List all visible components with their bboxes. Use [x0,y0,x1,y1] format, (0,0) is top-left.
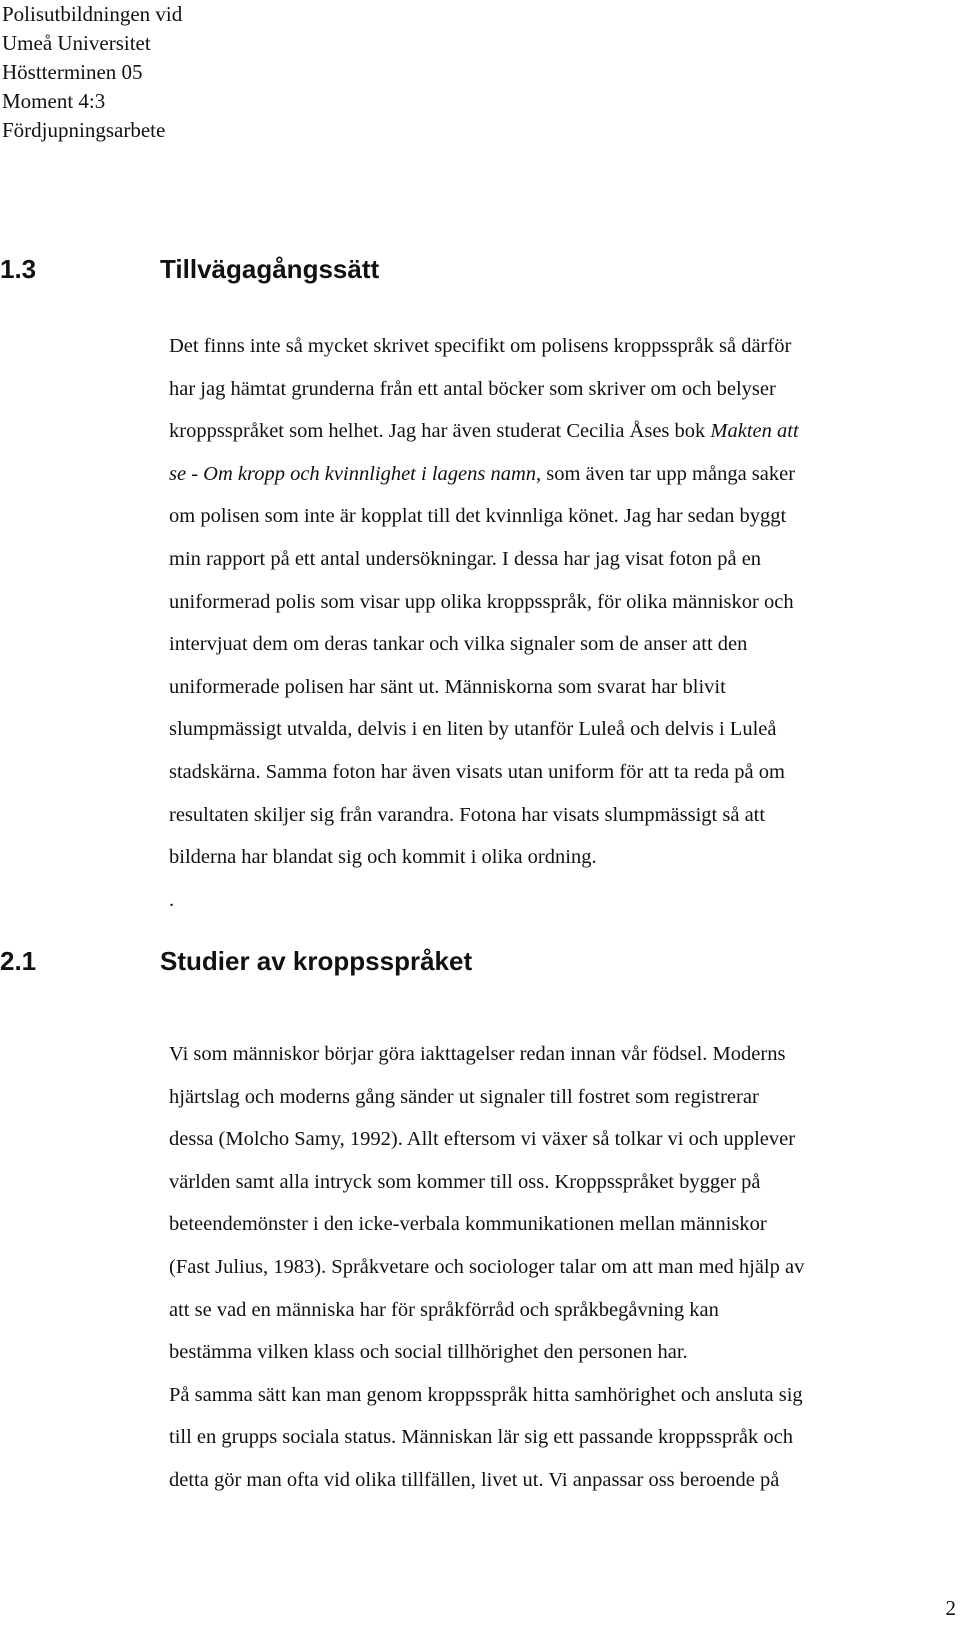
paragraph-line: På samma sätt kan man genom kroppsspråk hitta samhörighet och ansluta sig [169,1383,803,1406]
paragraph-line: till en grupps sociala status. Människan lär sig ett passande kroppsspråk och [169,1426,793,1449]
page-number: 2 [945,1596,956,1620]
section-title: Tillvägagångssätt [160,254,380,284]
header-line-moment: Moment 4:3 [2,89,106,113]
paragraph-line: bestämma vilken klass och social tillhörighet den personen har. [169,1341,688,1364]
paragraph-line: Det finns inte så mycket skrivet specifikt om polisens kroppsspråk så därför [169,335,792,357]
header-line-university: Umeå Universitet [2,31,151,55]
paragraph-text: , som även tar upp många saker [536,462,796,485]
paragraph-line: stadskärna. Samma foton har även visats utan uniform för att ta reda på om [169,760,785,783]
book-title-italic: se - Om kropp och kvinnlighet i lagens namn [169,462,537,485]
paragraph-line: (Fast Julius, 1983). Språkvetare och sociologer talar om att man med hjälp av [169,1255,805,1278]
document-header [2,0,182,145]
paragraph-line: Vi som människor börjar göra iakttagelser redan innan vår födsel. Moderns [169,1043,786,1065]
paragraph-line: beteendemönster i den icke-verbala kommunikationen mellan människor [169,1213,767,1236]
paragraph-line: världen samt alla intryck som kommer till oss. Kroppsspråket bygger på [169,1170,761,1193]
section-number: 1.3 [0,254,37,284]
paragraph-line: uniformerade polisen har sänt ut. Människorna som svarat har blivit [169,675,726,698]
section-number: 2.1 [0,946,37,976]
header-line-term: Höstterminen 05 [2,60,143,84]
paragraph-line: detta gör man ofta vid olika tillfällen, livet ut. Vi anpassar oss beroende på [169,1468,780,1491]
paragraph-line: om polisen som inte är kopplat till det kvinnliga könet. Jag har sedan byggt [169,505,787,528]
paragraph-line: har jag hämtat grunderna från ett antal böcker som skriver om och belyser [169,377,776,400]
paragraph-line: dessa (Molcho Samy, 1992). Allt eftersom vi växer så tolkar vi och upplever [169,1128,796,1151]
header-line-institution: Polisutbildningen vid [2,2,183,26]
paragraph-line: min rapport på ett antal undersökningar. I dessa har jag visat foton på en [169,547,762,570]
paragraph-text: kroppsspråket som helhet. Jag har även studerat Cecilia Åses bok [169,420,711,443]
section-title: Studier av kroppsspråket [160,946,473,976]
section-1-3-paragraph [169,325,799,921]
section-2-1-paragraph [169,1033,804,1502]
paragraph-line: resultaten skiljer sig från varandra. Fotona har visats slumpmässigt så att [169,803,766,826]
paragraph-line [169,453,799,496]
paragraph-line: intervjuat dem om deras tankar och vilka signaler som de anser att den [169,633,748,656]
paragraph-line: uniformerad polis som visar upp olika kroppsspråk, för olika människor och [169,590,794,613]
paragraph-line: att se vad en människa har för språkförråd och språkbegåvning kan [169,1298,719,1321]
paragraph-line: slumpmässigt utvalda, delvis i en liten by utanför Luleå och delvis i Luleå [169,718,777,741]
paragraph-line: . [169,888,175,911]
header-line-assignment: Fördjupningsarbete [2,118,166,142]
paragraph-line: hjärtslag och moderns gång sänder ut signaler till fostret som registrerar [169,1085,759,1108]
book-title-italic: Makten att [710,420,799,443]
paragraph-line [169,410,799,453]
paragraph-line: bilderna har blandat sig och kommit i olika ordning. [169,846,597,869]
